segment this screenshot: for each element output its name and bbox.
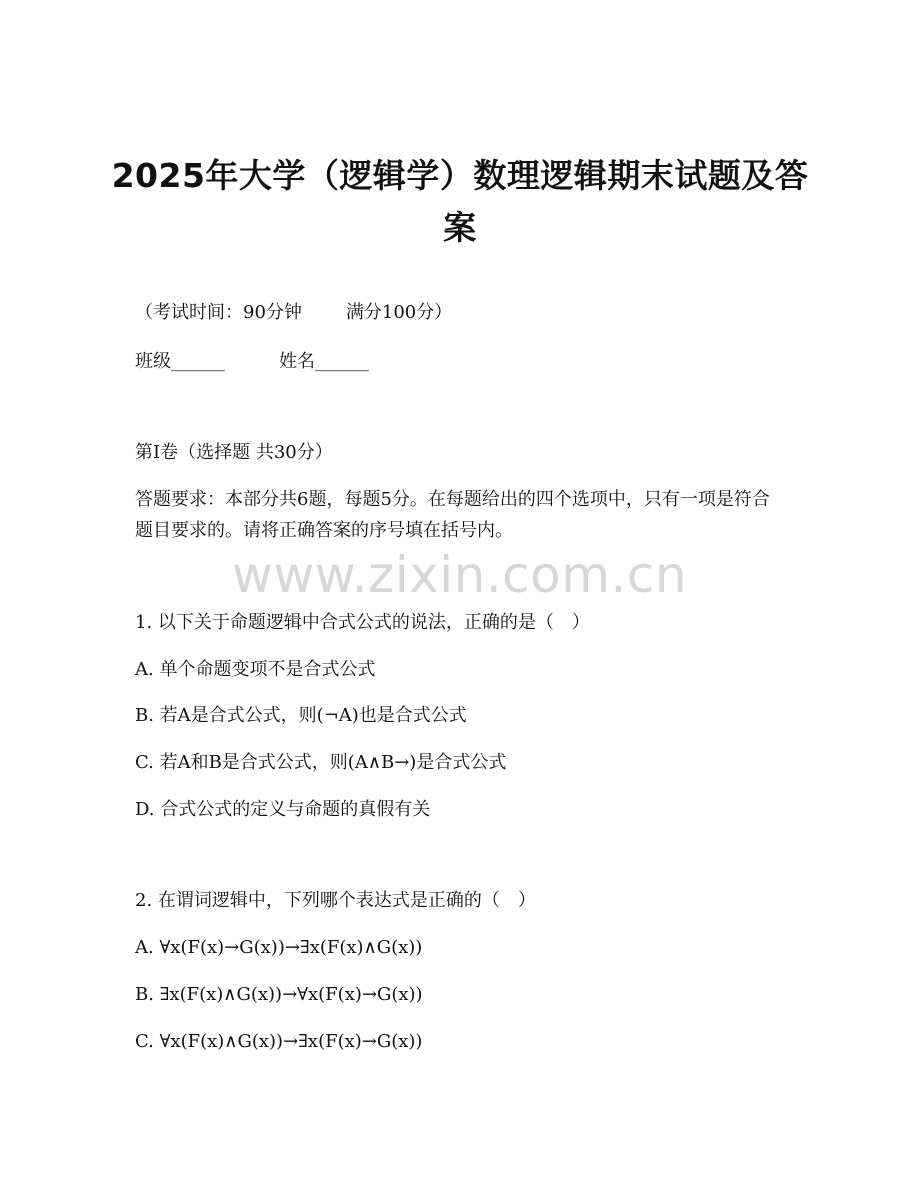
exam-info: [135, 298, 452, 328]
question-2-option-b: B. ∃x(F(x)∧G(x))→∀x(F(x)→G(x)): [135, 984, 423, 1005]
question-1-option-b: B. 若A是合式公式，则(¬A)也是合式公式: [135, 705, 467, 726]
exam-time: （考试时间：90分钟: [135, 302, 302, 323]
instructions: 答题要求：本部分共6题，每题5分。在每题给出的四个选项中，只有一项是符合题目要求的。请将正确答案的序号填在括号内。: [135, 489, 770, 541]
question-1-option-d: D. 合式公式的定义与命题的真假有关: [135, 799, 431, 820]
name-field: 姓名______: [279, 351, 369, 372]
question-2-stem: 2. 在谓词逻辑中，下列哪个表达式是正确的（ ）: [135, 890, 536, 911]
section-title: 第I卷（选择题 共30分）: [135, 442, 333, 463]
document-title: 2025年大学（逻辑学）数理逻辑期末试题及答案: [111, 156, 809, 247]
question-1-option-a: A. 单个命题变项不是合式公式: [135, 659, 376, 680]
question-2-option-a: A. ∀x(F(x)→G(x))→∃x(F(x)∧G(x)): [135, 937, 423, 958]
question-1-stem: 1. 以下关于命题逻辑中合式公式的说法，正确的是（ ）: [135, 612, 590, 633]
question-1-option-c: C. 若A和B是合式公式，则(A∧B→)是合式公式: [135, 752, 507, 773]
watermark: www.zixin.com.cn: [232, 546, 688, 604]
exam-score: 满分100分）: [345, 302, 453, 323]
class-field: 班级______: [135, 351, 225, 372]
question-2-option-c: C. ∀x(F(x)∧G(x))→∃x(F(x)→G(x)): [135, 1031, 423, 1052]
student-info: [135, 347, 369, 377]
